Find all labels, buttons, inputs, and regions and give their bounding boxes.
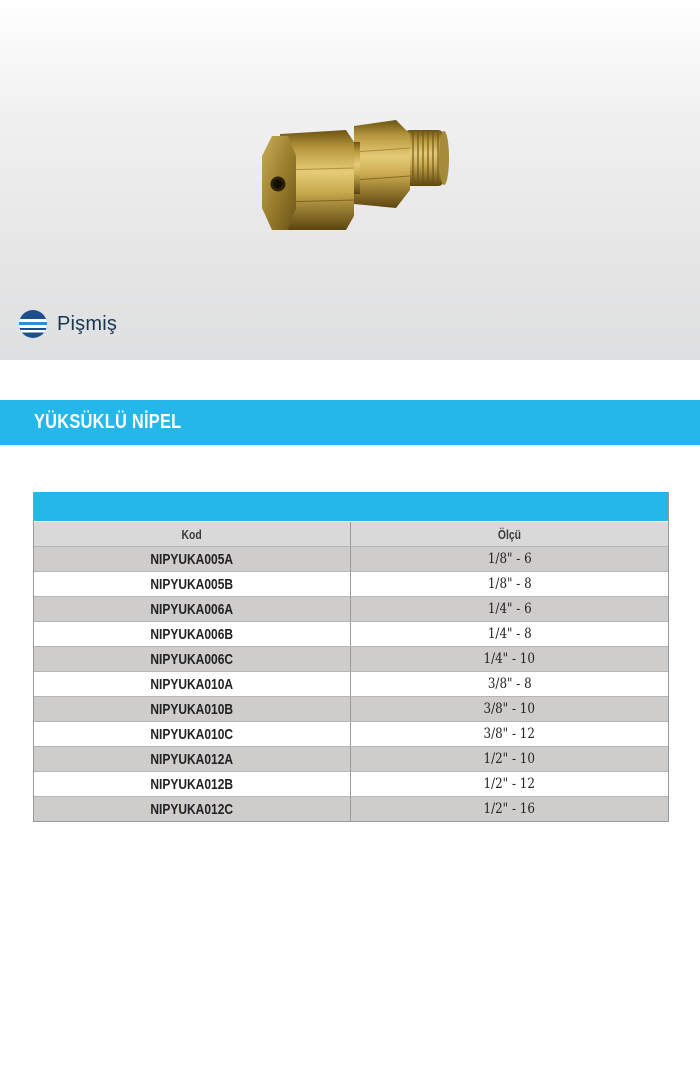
product-table: [33, 492, 669, 822]
product-code: NIPYUKA012B: [150, 775, 234, 793]
product-size: 1/2" - 10: [483, 751, 536, 767]
product-title: YÜKSÜKLÜ NİPEL: [34, 411, 182, 433]
table-header-row: [34, 521, 668, 546]
brand-name: Pişmiş: [57, 312, 118, 335]
table-body: [34, 546, 668, 821]
product-size: 1/2" - 12: [483, 776, 536, 792]
size-cell: [351, 722, 668, 746]
size-cell: [351, 622, 668, 646]
size-cell: [351, 747, 668, 771]
product-size: 1/8" - 8: [487, 576, 532, 592]
table-row: [34, 646, 668, 671]
product-code: NIPYUKA010B: [150, 700, 234, 718]
code-cell: [34, 572, 351, 596]
code-cell: [34, 797, 351, 821]
product-hero: [0, 0, 700, 360]
size-cell: [351, 772, 668, 796]
product-title-bar: [0, 400, 700, 445]
product-size: 3/8" - 12: [483, 726, 536, 742]
size-cell: [351, 547, 668, 571]
product-code: NIPYUKA010C: [150, 725, 234, 743]
product-code: NIPYUKA005A: [150, 550, 234, 568]
product-image: [258, 112, 454, 240]
code-cell: [34, 597, 351, 621]
table-row: [34, 721, 668, 746]
product-size: 3/8" - 10: [483, 701, 536, 717]
header-size: Ölçü: [497, 526, 522, 542]
product-code: NIPYUKA010A: [150, 675, 234, 693]
table-row: [34, 746, 668, 771]
product-code: NIPYUKA012C: [150, 800, 234, 818]
product-size: 3/8" - 8: [487, 676, 532, 692]
product-code: NIPYUKA012A: [150, 750, 234, 768]
hex-body: [354, 120, 410, 208]
size-cell: [351, 672, 668, 696]
product-size: 1/8" - 6: [487, 551, 532, 567]
code-cell: [34, 697, 351, 721]
header-size-cell: [351, 522, 668, 546]
table-row: [34, 571, 668, 596]
table-row: [34, 771, 668, 796]
size-cell: [351, 597, 668, 621]
table-row: [34, 796, 668, 821]
product-code: NIPYUKA006A: [150, 600, 234, 618]
product-size: 1/4" - 6: [487, 601, 532, 617]
code-cell: [34, 547, 351, 571]
thread: [404, 130, 449, 186]
table-top-bar: [34, 492, 668, 521]
product-code: NIPYUKA005B: [150, 575, 234, 593]
header-code: Kod: [181, 526, 203, 542]
table-row: [34, 621, 668, 646]
header-code-cell: [34, 522, 351, 546]
code-cell: [34, 622, 351, 646]
product-code: NIPYUKA006C: [150, 650, 234, 668]
product-size: 1/4" - 10: [483, 651, 536, 667]
size-cell: [351, 697, 668, 721]
table-row: [34, 671, 668, 696]
code-cell: [34, 672, 351, 696]
brand-icon: [18, 309, 50, 339]
code-cell: [34, 747, 351, 771]
brand-logo: [18, 309, 117, 339]
size-cell: [351, 647, 668, 671]
compression-nut: [262, 130, 354, 230]
code-cell: [34, 647, 351, 671]
product-size: 1/4" - 8: [487, 626, 532, 642]
size-cell: [351, 797, 668, 821]
product-size: 1/2" - 16: [483, 801, 536, 817]
code-cell: [34, 722, 351, 746]
table-row: [34, 596, 668, 621]
table-row: [34, 696, 668, 721]
product-code: NIPYUKA006B: [150, 625, 234, 643]
size-cell: [351, 572, 668, 596]
code-cell: [34, 772, 351, 796]
table-row: [34, 546, 668, 571]
